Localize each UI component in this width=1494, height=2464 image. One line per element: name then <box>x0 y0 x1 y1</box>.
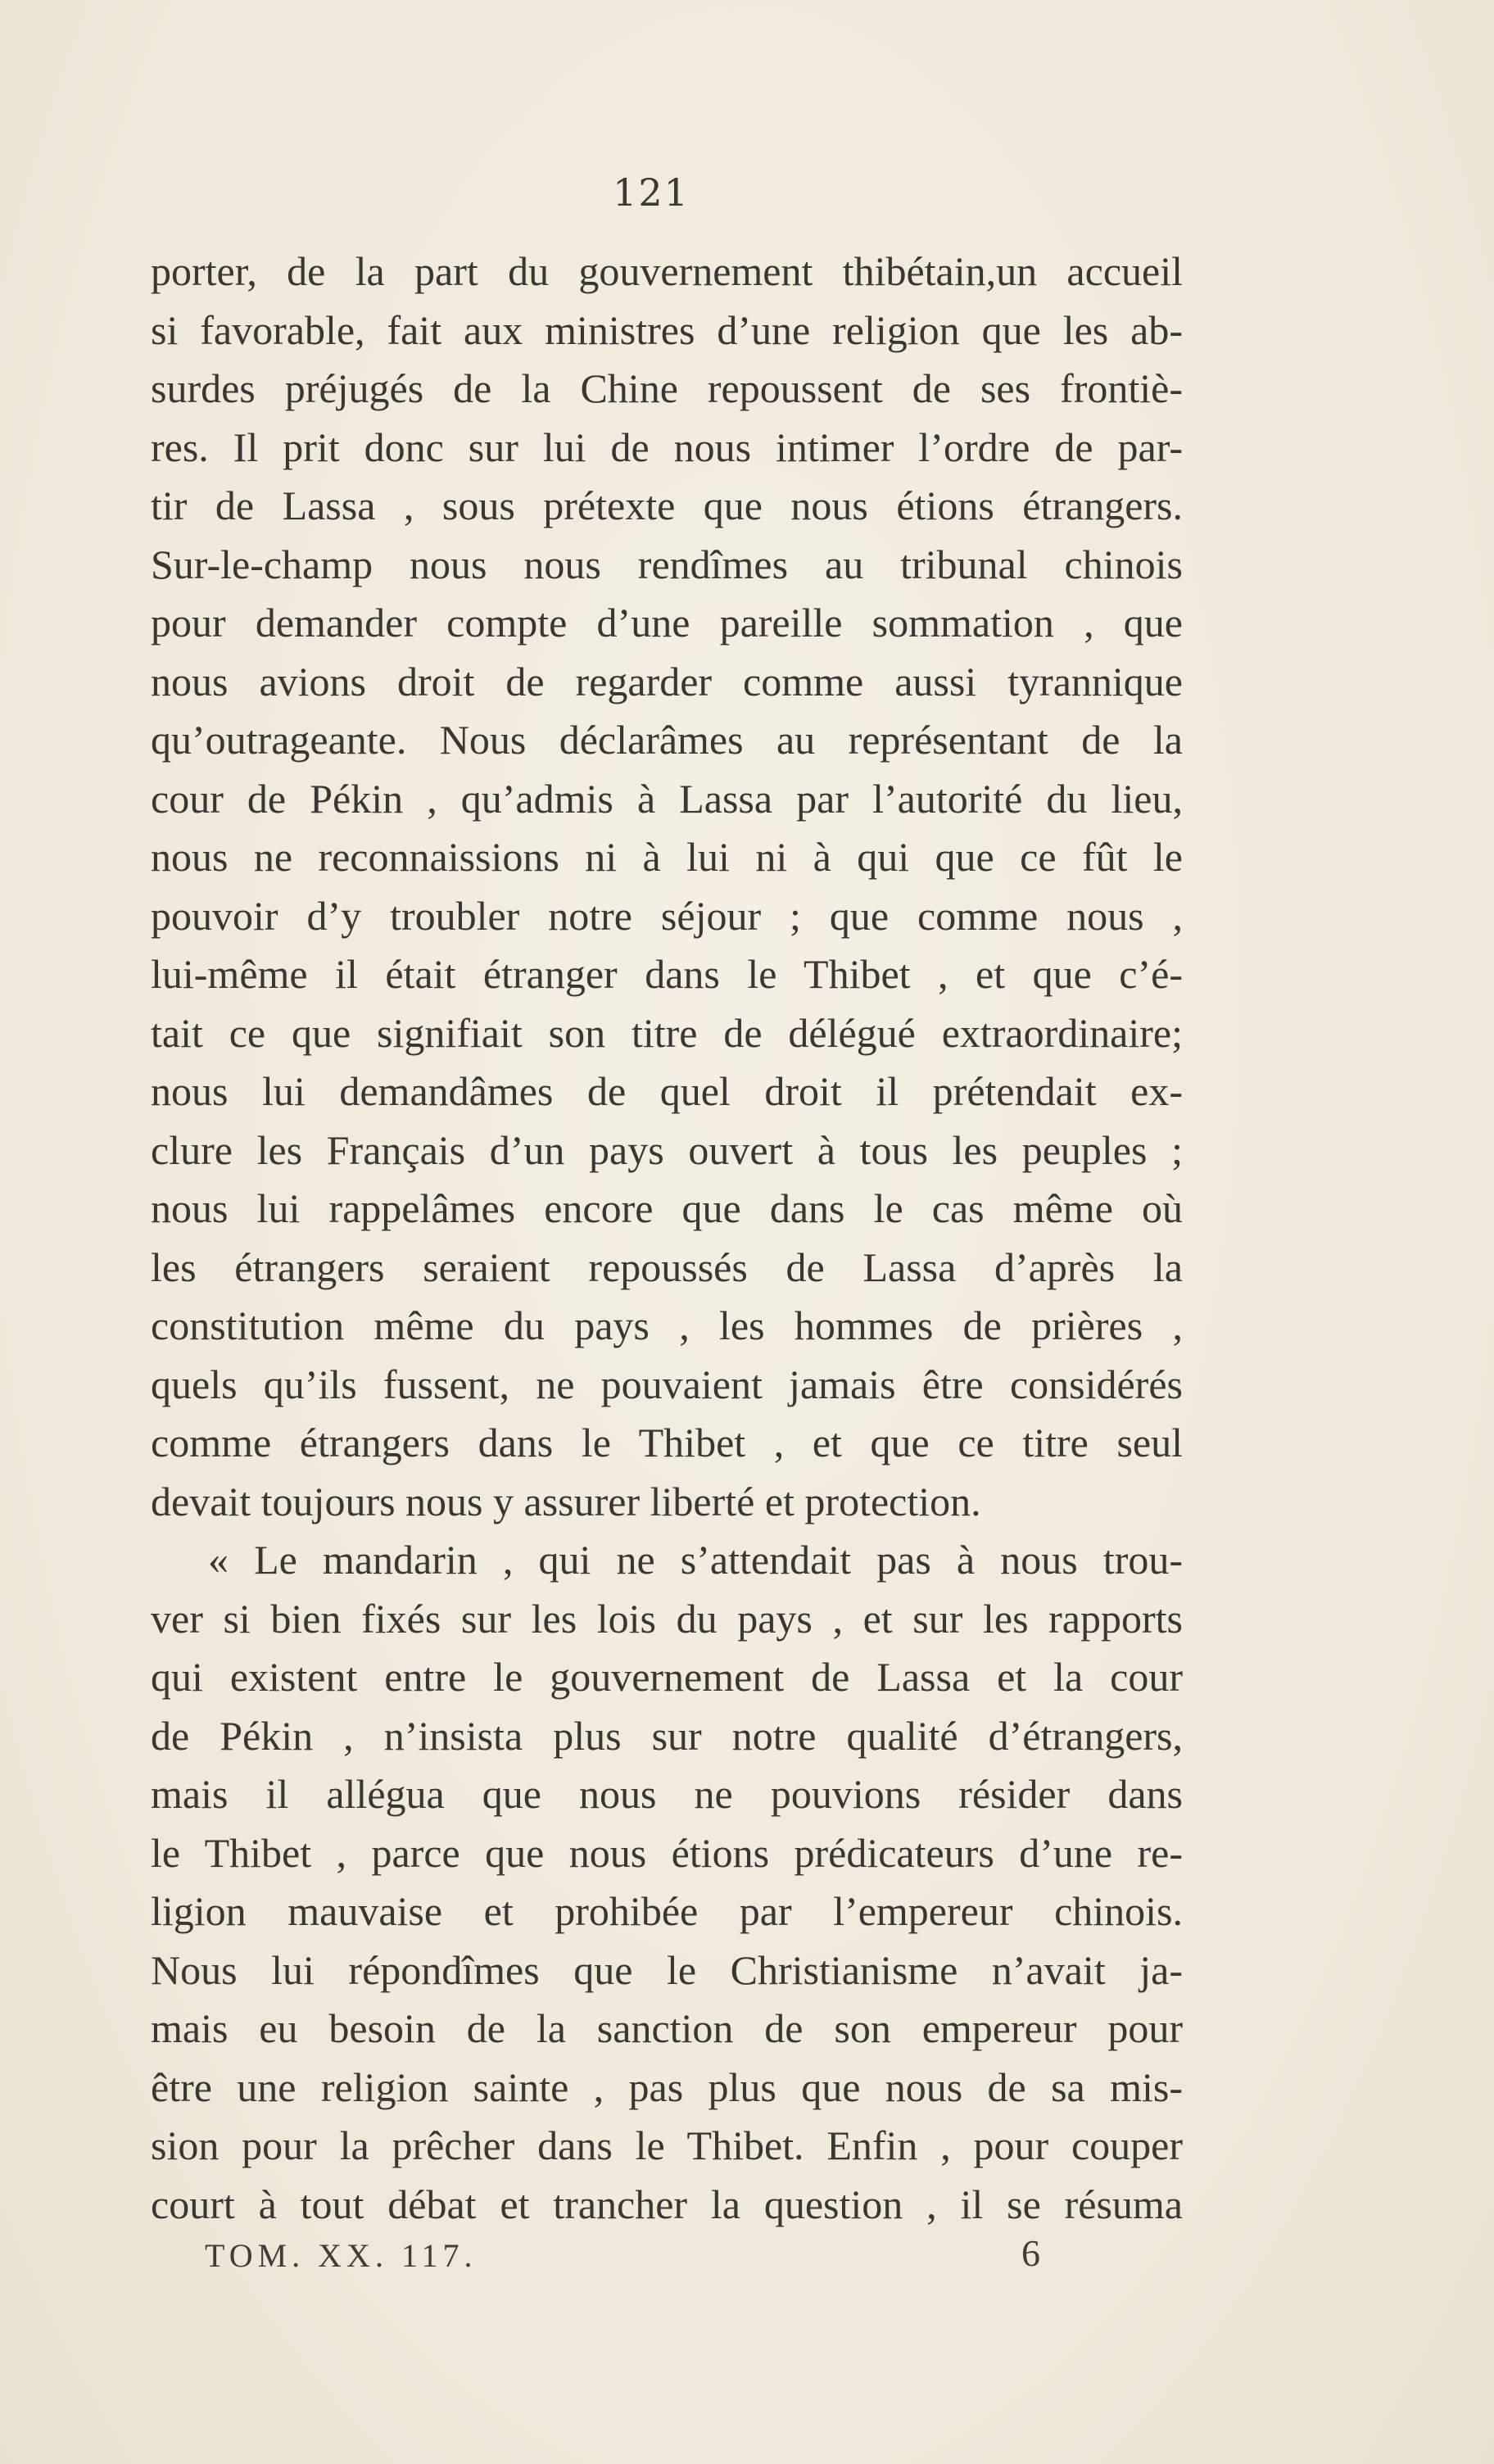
text-line: si favorable, fait aux ministres d’une religion que les ab- <box>151 306 1183 353</box>
text-line: qu’outrageante. Nous déclarâmes au représentant de la <box>151 717 1183 763</box>
text-line: mais il allégua que nous ne pouvions résider dans <box>151 1771 1183 1817</box>
text-line: de Pékin , n’insista plus sur notre qualité d’étrangers, <box>151 1712 1183 1759</box>
text-line: être une religion sainte , pas plus que nous de sa mis- <box>151 2063 1183 2110</box>
body-text <box>151 242 1183 2234</box>
text-line: porter, de la part du gouvernement thibétain,un accueil <box>151 248 1183 294</box>
text-line: ver si bien fixés sur les lois du pays , et sur les rapports <box>151 1595 1183 1642</box>
text-line: nous ne reconnaissions ni à lui ni à qui que ce fût le <box>151 834 1183 880</box>
text-line: cour de Pékin , qu’admis à Lassa par l’autorité du lieu, <box>151 775 1183 822</box>
text-line: tait ce que signifiait son titre de délégué extraordinaire; <box>151 1009 1183 1056</box>
text-line: quels qu’ils fussent, ne pouvaient jamais être considérés <box>151 1361 1183 1407</box>
text-line: les étrangers seraient repoussés de Lassa d’après la <box>151 1243 1183 1290</box>
page-footer <box>205 2232 1040 2285</box>
text-line: Sur-le-champ nous nous rendîmes au tribunal chinois <box>151 541 1183 587</box>
text-line: « Le mandarin , qui ne s’attendait pas à nous trou- <box>208 1537 1183 1583</box>
footer-signature: TOM. XX. 117. <box>205 2237 478 2274</box>
text-line: clure les Français d’un pays ouvert à tous les peuples ; <box>151 1126 1183 1173</box>
text-line: comme étrangers dans le Thibet , et que ce titre seul <box>151 1420 1183 1465</box>
text-line: pouvoir d’y troubler notre séjour ; que comme nous , <box>151 892 1183 939</box>
sheet-number: 6 <box>1021 2232 1040 2274</box>
text-line: le Thibet , parce que nous étions prédicateurs d’une re- <box>151 1829 1183 1876</box>
text-line: ligion mauvaise et prohibée par l’empereur chinois. <box>151 1888 1183 1934</box>
text-line: qui existent entre le gouvernement de Lassa et la cour <box>151 1654 1183 1700</box>
text-line: lui-même il était étranger dans le Thibet , et que c’é- <box>151 951 1183 997</box>
text-line: nous lui demandâmes de quel droit il prétendait ex- <box>151 1068 1183 1114</box>
text-line: tir de Lassa , sous prétexte que nous étions étrangers. <box>151 482 1183 528</box>
text-line: surdes préjugés de la Chine repoussent de ses frontiè- <box>151 365 1183 411</box>
text-line: mais eu besoin de la sanction de son empereur pour <box>151 2005 1183 2051</box>
text-line: res. Il prit donc sur lui de nous intimer l’ordre de par- <box>151 424 1183 470</box>
text-line: sion pour la prêcher dans le Thibet. Enfin , pour couper <box>151 2122 1183 2168</box>
text-line: court à tout débat et trancher la question , il se résuma <box>151 2181 1183 2227</box>
text-line: nous avions droit de regarder comme aussi tyrannique <box>151 658 1183 704</box>
text-line: constitution même du pays , les hommes de prières , <box>151 1302 1183 1348</box>
text-line: pour demander compte d’une pareille sommation , que <box>151 600 1183 645</box>
text-line: Nous lui répondîmes que le Christianisme n’avait ja- <box>151 1946 1183 1993</box>
page-number: 121 <box>613 170 690 215</box>
text-line: nous lui rappelâmes encore que dans le cas même où <box>151 1185 1183 1231</box>
text-line: devait toujours nous y assurer liberté et protection. <box>151 1478 981 1524</box>
